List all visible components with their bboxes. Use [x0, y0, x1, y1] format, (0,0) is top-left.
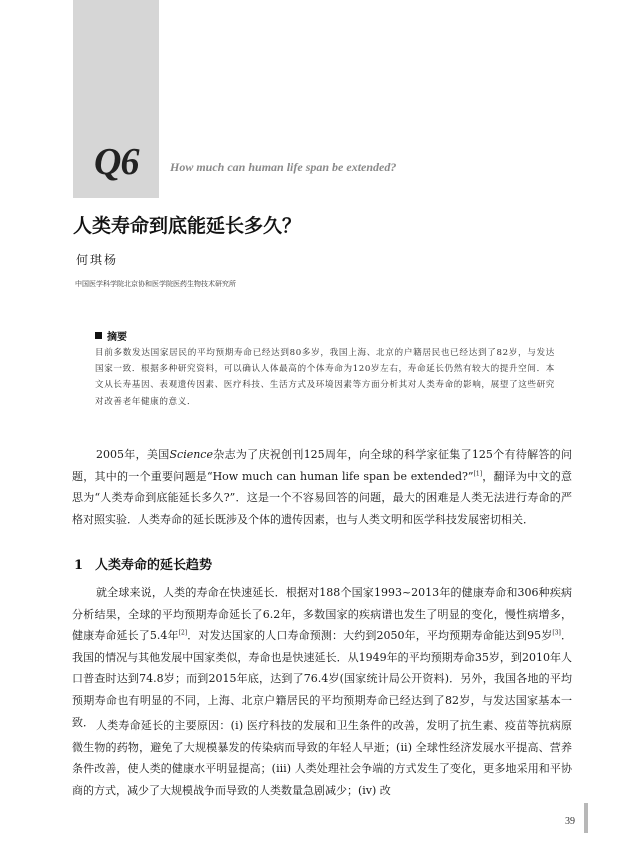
journal-name: Science [169, 448, 213, 461]
page-edge-bar [584, 803, 588, 833]
intro-text-3: ，翻译为中文的意思为“人类寿命到底能延长多久?”．这是一个不容易回答的问题，最大的困难是人类无法进行寿命的严格对照实验．人类寿命的延长既涉及个体的遗传因素，也与人类文明和医学科技发展密切相关． [72, 469, 573, 526]
page-number: 39 [565, 816, 575, 827]
section-title: 人类寿命的延长趋势 [95, 558, 213, 573]
citation-ref: [1] [473, 469, 483, 477]
paragraph-text: ．我国的情况与其他发展中国家类似，寿命也是快速延长．从1949年的平均预期寿命35岁，到2010年人口普查时达到74.8岁；而到2015年底，达到了76.4岁(国家统计局公开资料)．另外，我国各地的平均预期寿命也有明显的不同，上海、北京户籍居民的平均预期寿命已经达到了82岁，与发达国家基本一致． [72, 629, 572, 729]
paragraph-text: 就全球来说，人类的寿命在快速延长．根据对188个国家1993~2013年的健康寿命和306种疾病分析结果，全球的平均预期寿命延长了6.2年，多数国家的疾病谱也发生了明显的变化，慢性病增多，健康寿命延长了5.4年 [72, 586, 572, 643]
question-number: Q6 [94, 141, 139, 183]
abstract-block [95, 328, 555, 410]
abstract-heading-label: 摘要 [107, 332, 127, 343]
intro-text-1: 2005年，美国 [96, 448, 170, 461]
author-affiliation: 中国医学科学院北京协和医学院医药生物技术研究所 [75, 280, 236, 288]
citation-ref: [3] [552, 629, 561, 637]
abstract-heading [95, 328, 555, 343]
intro-paragraph [72, 444, 572, 530]
section-heading [74, 554, 212, 573]
abstract-text: 目前多数发达国家居民的平均预期寿命已经达到80多岁，我国上海、北京的户籍居民也已经达到了82岁，与发达国家一致．根据多种研究资料，可以确认人体最高的个体寿命为120岁左右，寿命延长仍然有较大的提升空间．本文从长寿基因、表观遗传因素、医疗科技、生活方式及环境因素等方面分析其对人类寿命的影响，展望了这些研究对改善老年健康的意义． [95, 348, 555, 407]
paragraph-text: ．对发达国家的人口寿命预测：大约到2050年，平均预期寿命能达到95岁 [187, 629, 553, 643]
author-name: 何琪杨 [76, 253, 119, 267]
article-title: 人类寿命到底能延长多久？ [73, 215, 302, 237]
intro-text-2: 杂志为了庆祝创刊125周年，向全球的科学家征集了125个有待解答的问题，其中的一个重要问题是“How much can human life span be extended?” [72, 448, 572, 483]
citation-ref: [2] [178, 629, 188, 637]
section-paragraph-1 [72, 582, 572, 733]
square-bullet-icon [95, 332, 102, 339]
section-number: 1 [74, 558, 84, 573]
question-subtitle: How much can human life span be extended? [170, 160, 397, 174]
section-paragraph-2: 人类寿命延长的主要原因：(ⅰ) 医疗科技的发展和卫生条件的改善，发明了抗生素、疫苗等抗病原微生物的药物，避免了大规模暴发的传染病而导致的年轻人早逝；(ⅱ) 全球性经济发展水平提高、营养条件改善，使人类的健康水平明显提高；(ⅲ) 人类处理社会争端的方式发生了变化，更多地采用和平协商的方式，减少了大规模战争而导致的人类数量急剧减少；(ⅳ) 改 [72, 719, 572, 797]
